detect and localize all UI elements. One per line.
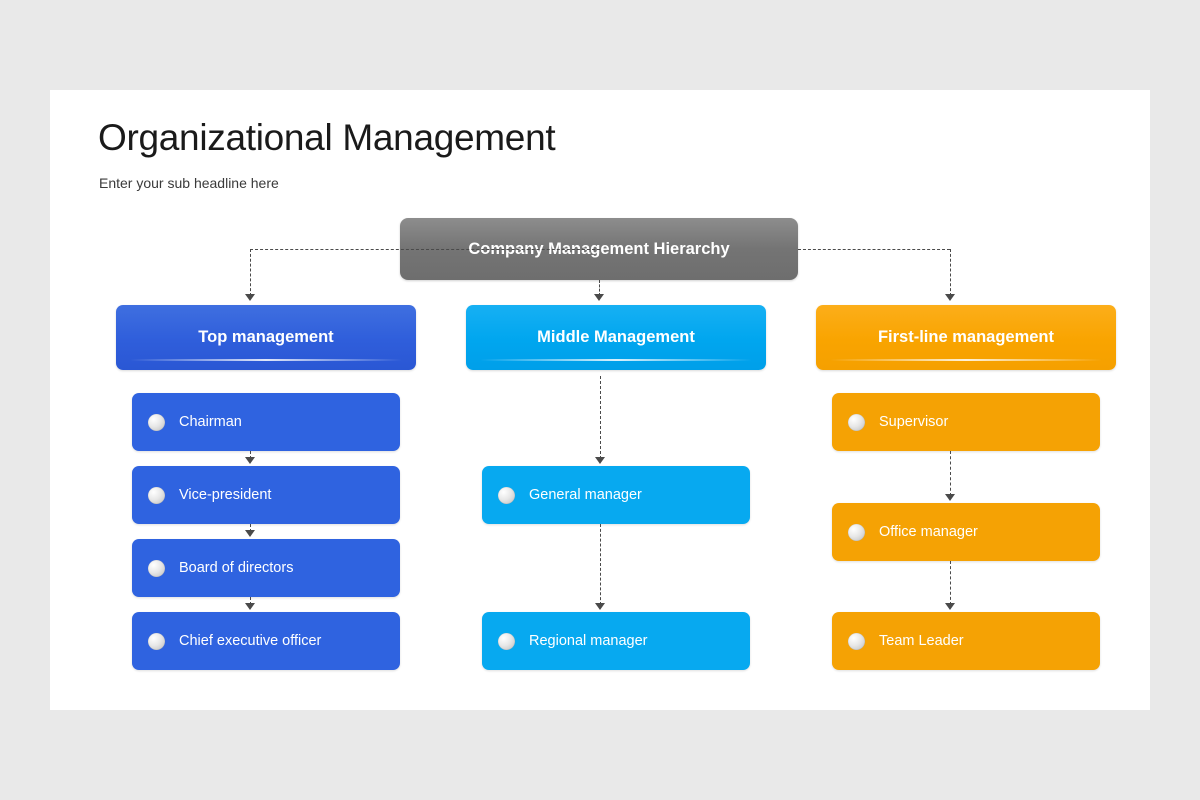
connector-down-col0 (250, 249, 251, 296)
column-header-top-management[interactable] (116, 305, 416, 370)
node-label: Supervisor (879, 414, 949, 430)
node-label: Office manager (879, 524, 978, 540)
arrow-col0-3 (245, 603, 255, 610)
header-underline-icon (130, 359, 402, 361)
column-top-management (116, 305, 416, 649)
column-first-line-management (816, 305, 1116, 649)
bullet-icon (148, 414, 165, 431)
connector-col1-1 (600, 376, 601, 459)
column-header-middle-management[interactable] (466, 305, 766, 370)
node-office-manager[interactable] (832, 503, 1100, 561)
bullet-icon (848, 633, 865, 650)
node-regional-manager[interactable] (482, 612, 750, 670)
node-label: Vice-president (179, 487, 272, 503)
connector-col1-2 (600, 524, 601, 605)
column-header-label: Middle Management (537, 328, 695, 346)
connector-col2-2 (950, 561, 951, 605)
node-general-manager[interactable] (482, 466, 750, 524)
bullet-icon (848, 524, 865, 541)
node-label: Chairman (179, 414, 242, 430)
page-title: Organizational Management (98, 117, 556, 158)
node-board-of-directors[interactable] (132, 539, 400, 597)
column-middle-management (466, 305, 766, 649)
bullet-icon (498, 487, 515, 504)
connector-root-right (798, 249, 950, 250)
bullet-icon (148, 633, 165, 650)
node-label: Regional manager (529, 633, 648, 649)
column-header-label: Top management (198, 328, 334, 346)
node-vice-president[interactable] (132, 466, 400, 524)
node-supervisor[interactable] (832, 393, 1100, 451)
arrow-col2 (945, 294, 955, 301)
connector-root-left (250, 249, 600, 250)
slide-canvas (50, 90, 1150, 710)
bullet-icon (498, 633, 515, 650)
node-label: Board of directors (179, 560, 294, 576)
root-node-label: Company Management Hierarchy (468, 239, 730, 258)
header-underline-icon (830, 359, 1102, 361)
arrow-col0-1 (245, 457, 255, 464)
node-label: Team Leader (879, 633, 964, 649)
column-header-first-line-management[interactable] (816, 305, 1116, 370)
arrow-col1 (594, 294, 604, 301)
arrow-col0-2 (245, 530, 255, 537)
bullet-icon (148, 487, 165, 504)
bullet-icon (848, 414, 865, 431)
arrow-col1-1 (595, 457, 605, 464)
arrow-col2-2 (945, 603, 955, 610)
node-chief-executive-officer[interactable] (132, 612, 400, 670)
node-team-leader[interactable] (832, 612, 1100, 670)
arrow-col1-2 (595, 603, 605, 610)
bullet-icon (148, 560, 165, 577)
arrow-col0 (245, 294, 255, 301)
arrow-col2-1 (945, 494, 955, 501)
node-chairman[interactable] (132, 393, 400, 451)
connector-col2-1 (950, 451, 951, 496)
column-header-label: First-line management (877, 328, 1055, 346)
connector-down-col2 (950, 249, 951, 296)
header-underline-icon (480, 359, 752, 361)
node-label: General manager (529, 487, 642, 503)
node-label: Chief executive officer (179, 633, 322, 649)
page-subtitle: Enter your sub headline here (99, 175, 279, 191)
